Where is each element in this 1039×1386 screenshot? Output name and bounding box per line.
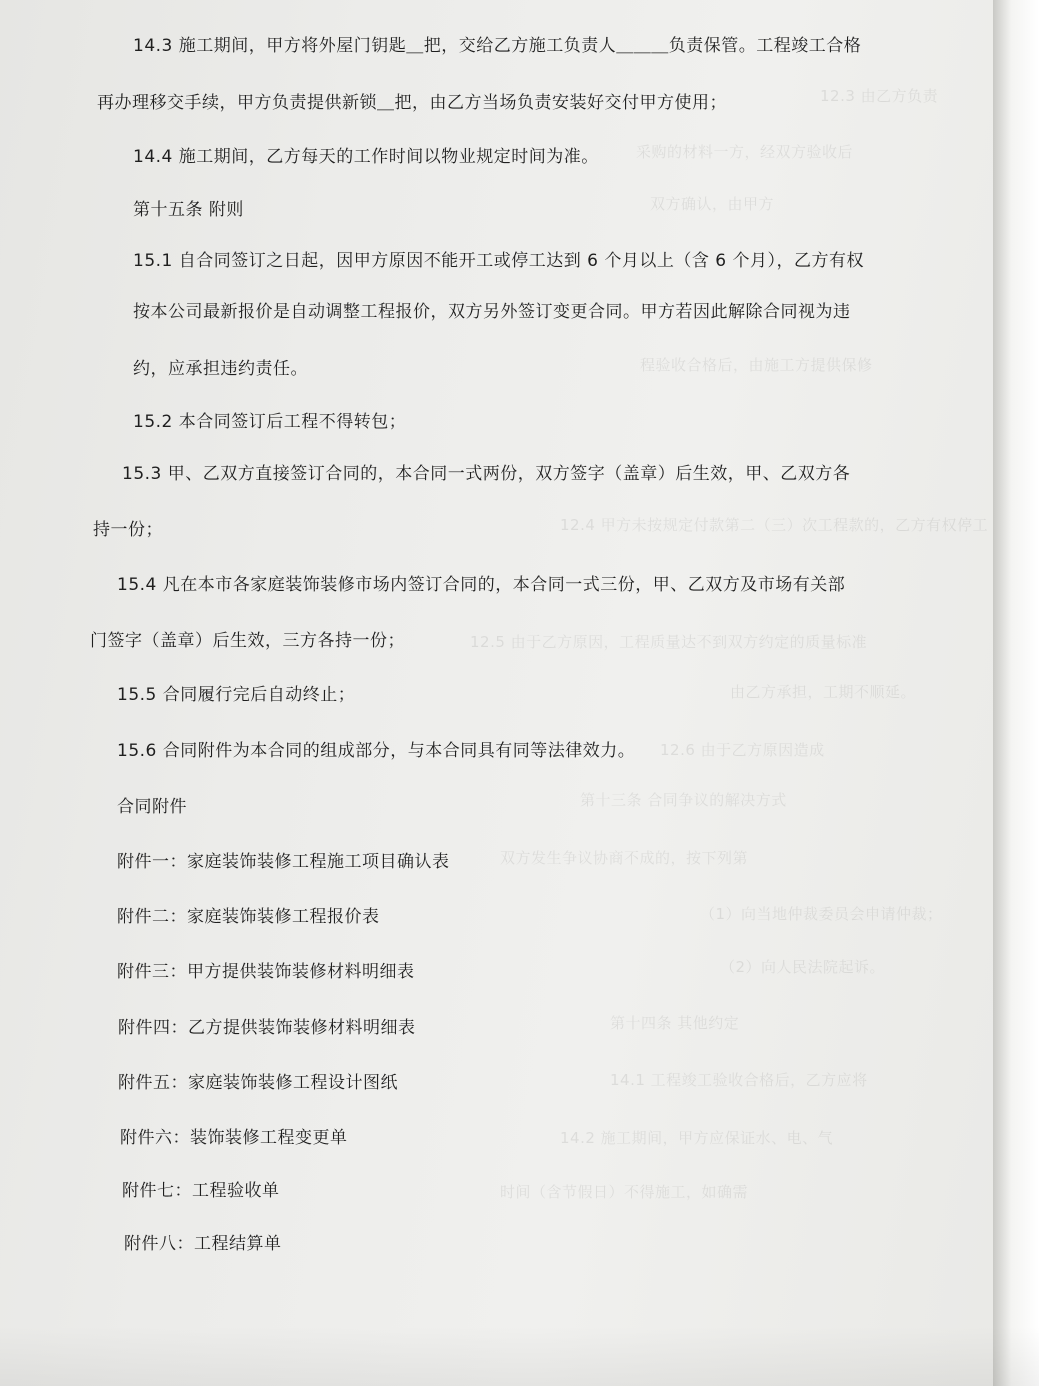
clause-15-1-line-2: 按本公司最新报价是自动调整工程报价，双方另外签订变更合同。甲方若因此解除合同视为违 [133,302,851,322]
bleed-through-text: 程验收合格后，由施工方提供保修 [640,356,873,374]
clause-14-3-line-2: 再办理移交手续，甲方负责提供新锁＿把，由乙方当场负责安装好交付甲方使用； [97,93,727,113]
bleed-through-text: 时间（含节假日）不得施工，如确需 [500,1183,749,1201]
clause-15-6: 15.6 合同附件为本合同的组成部分，与本合同具有同等法律效力。 [117,741,636,761]
bleed-through-text: 第十三条 合同争议的解决方式 [580,791,787,809]
bleed-through-text: 12.4 甲方未按规定付款第二（三）次工程款的，乙方有权停工 [560,516,989,534]
attachment-6: 附件六：装饰装修工程变更单 [120,1128,348,1148]
bleed-through-text: 14.2 施工期间，甲方应保证水、电、气 [560,1129,834,1147]
attachment-8: 附件八：工程结算单 [124,1234,282,1254]
bleed-through-text: 12.6 由于乙方原因造成 [660,741,825,759]
attachments-heading: 合同附件 [117,797,187,817]
bleed-through-text: 12.5 由于乙方原因，工程质量达不到双方约定的质量标准 [470,633,868,651]
bleed-through-text: 14.1 工程竣工验收合格后，乙方应将 [610,1071,868,1089]
bleed-through-text: 采购的材料一方，经双方验收后 [636,143,854,161]
page-edge [993,0,1039,1386]
clause-14-4: 14.4 施工期间，乙方每天的工作时间以物业规定时间为准。 [133,147,599,167]
bleed-through-text: 双方确认，由甲方 [650,195,775,213]
clause-15-1-line-3: 约，应承担违约责任。 [133,359,308,379]
attachment-7: 附件七：工程验收单 [122,1181,280,1201]
article-15-heading: 第十五条 附则 [133,200,244,220]
clause-15-2: 15.2 本合同签订后工程不得转包； [133,412,407,432]
attachment-4: 附件四：乙方提供装饰装修材料明细表 [118,1018,416,1038]
clause-15-4-line-2: 门签字（盖章）后生效，三方各持一份； [90,631,405,651]
bottom-shadow [0,1326,1039,1386]
bleed-through-text: 由乙方承担，工期不顺延。 [730,683,917,701]
clause-15-3-line-2: 持一份； [93,520,163,540]
clause-15-1-line-1: 15.1 自合同签订之日起，因甲方原因不能开工或停工达到 6 个月以上（含 6 个月），乙方有权 [133,251,865,271]
attachment-1: 附件一：家庭装饰装修工程施工项目确认表 [117,852,450,872]
clause-15-3-line-1: 15.3 甲、乙双方直接签订合同的，本合同一式两份，双方签字（盖章）后生效，甲、乙双方各 [122,464,851,484]
clause-15-4-line-1: 15.4 凡在本市各家庭装饰装修市场内签订合同的，本合同一式三份，甲、乙双方及市场有关部 [117,575,846,595]
clause-14-3-line-1: 14.3 施工期间，甲方将外屋门钥匙＿把，交给乙方施工负责人＿＿＿负责保管。工程竣工合格 [133,36,862,56]
bleed-through-text: 第十四条 其他约定 [610,1014,740,1032]
bleed-through-text: （2）向人民法院起诉。 [720,958,886,976]
clause-15-5: 15.5 合同履行完后自动终止； [117,685,356,705]
attachment-5: 附件五：家庭装饰装修工程设计图纸 [118,1073,398,1093]
attachment-2: 附件二：家庭装饰装修工程报价表 [117,907,380,927]
attachment-3: 附件三：甲方提供装饰装修材料明细表 [117,962,415,982]
bleed-through-text: 双方发生争议协商不成的，按下列第 [500,849,749,867]
bleed-through-text: 12.3 由乙方负责 [820,87,939,105]
bleed-through-text: （1）向当地仲裁委员会申请仲裁； [700,905,943,923]
